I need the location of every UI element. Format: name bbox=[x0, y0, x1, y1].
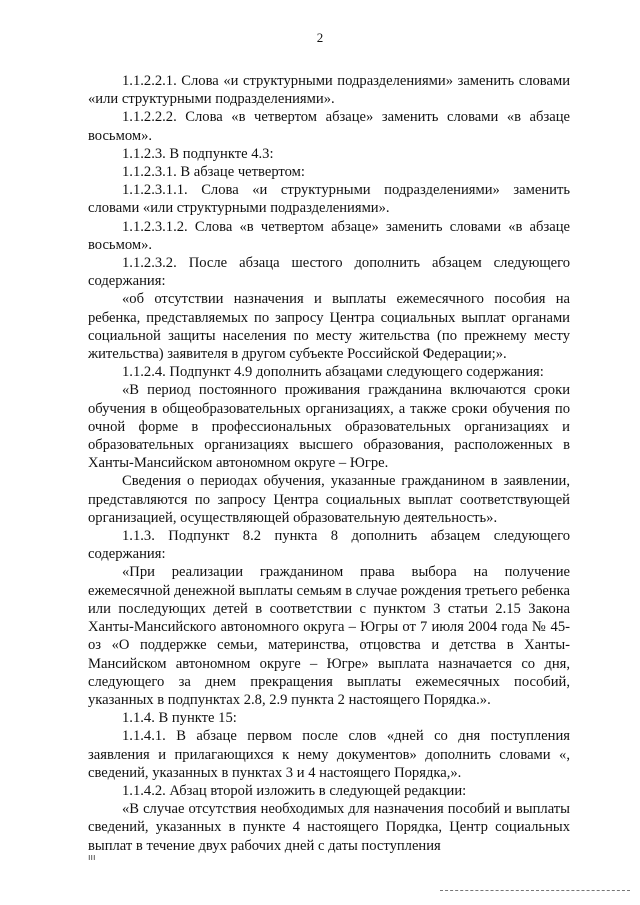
paragraph: 1.1.4. В пункте 15: bbox=[122, 710, 237, 727]
paragraph: 1.1.2.4. Подпункт 4.9 дополнить абзацами следующего содержания: bbox=[122, 364, 544, 381]
paragraph: 1.1.4.2. Абзац второй изложить в следующей редакции: bbox=[122, 782, 467, 799]
paragraph: 1.1.2.3.1.2. Слова «в четвертом абзаце» заменить словами «в абзаце восьмом». bbox=[88, 218, 570, 253]
paragraph: 1.1.2.3.1.1. Слова «и структурными подразделениями» заменить словами «или структурными подразделениями». bbox=[88, 182, 570, 217]
scan-edge-line bbox=[440, 890, 630, 891]
quoted-paragraph: «При реализации гражданином права выбора на получение ежемесячной денежной выплаты семьям в случае рождения третьего ребенка или последующих детей в соответствии с пунктом 3 статьи 2.15 Закона Ханты-Мансийского автономного округа – Югры от 7 июля 2004 года № 45-оз «О поддержке семьи, материнства, отцовства и детства в Ханты-Мансийском автономном округе – Югре» выплата назначается со дня, следующего за днем прекращения выплаты ежемесячных пособий, указанных в подпунктах 2.8, 2.9 пункта 2 настоящего Порядка.». bbox=[88, 564, 570, 708]
quoted-paragraph: «В период постоянного проживания гражданина включаются сроки обучения в общеобразовательных организациях, а также сроки обучения по очной форме в профессиональных образовательных организациях и образовательных организациях высшего образования, расположенных в Ханты-Мансийском автономном округе – Югре. bbox=[88, 382, 570, 472]
paragraph: 1.1.2.3.2. После абзаца шестого дополнить абзацем следующего содержания: bbox=[88, 255, 570, 290]
paragraph: 1.1.3. Подпункт 8.2 пункта 8 дополнить абзацем следующего содержания: bbox=[88, 528, 570, 563]
paragraph: 1.1.4.1. В абзаце первом после слов «дней со дня поступления заявления и прилагающихся к нему документов» дополнить словами «, сведений, указанных в пунктах 3 и 4 настоящего Порядка,». bbox=[88, 728, 570, 781]
paragraph: 1.1.2.3. В подпункте 4.3: bbox=[122, 145, 274, 162]
quoted-paragraph: «В случае отсутствия необходимых для назначения пособий и выплаты сведений, указанных в пункте 4 настоящего Порядка, Центр социальных выплат в течение двух рабочих дней с даты поступления bbox=[88, 801, 570, 854]
paragraph: 1.1.2.2.2. Слова «в четвертом абзаце» заменить словами «в абзаце восьмом». bbox=[88, 109, 570, 144]
paragraph: 1.1.2.3.1. В абзаце четвертом: bbox=[122, 164, 305, 181]
footer-mark: ııı bbox=[88, 852, 96, 862]
page-number: 2 bbox=[316, 30, 324, 45]
quoted-paragraph: «об отсутствии назначения и выплаты ежемесячного пособия на ребенка, представляемых по запросу Центра социальных выплат органами социальной защиты населения по месту жительства (по прежнему месту жительства) заявителя в другом субъекте Российской Федерации;». bbox=[88, 291, 570, 363]
quoted-paragraph: Сведения о периодах обучения, указанные гражданином в заявлении, представляются по запросу Центра социальных выплат соответствующей организацией, осуществляющей образовательную деятельность». bbox=[88, 473, 570, 526]
paragraph: 1.1.2.2.1. Слова «и структурными подразделениями» заменить словами «или структурными подразделениями». bbox=[88, 73, 570, 108]
document-body bbox=[88, 72, 570, 855]
